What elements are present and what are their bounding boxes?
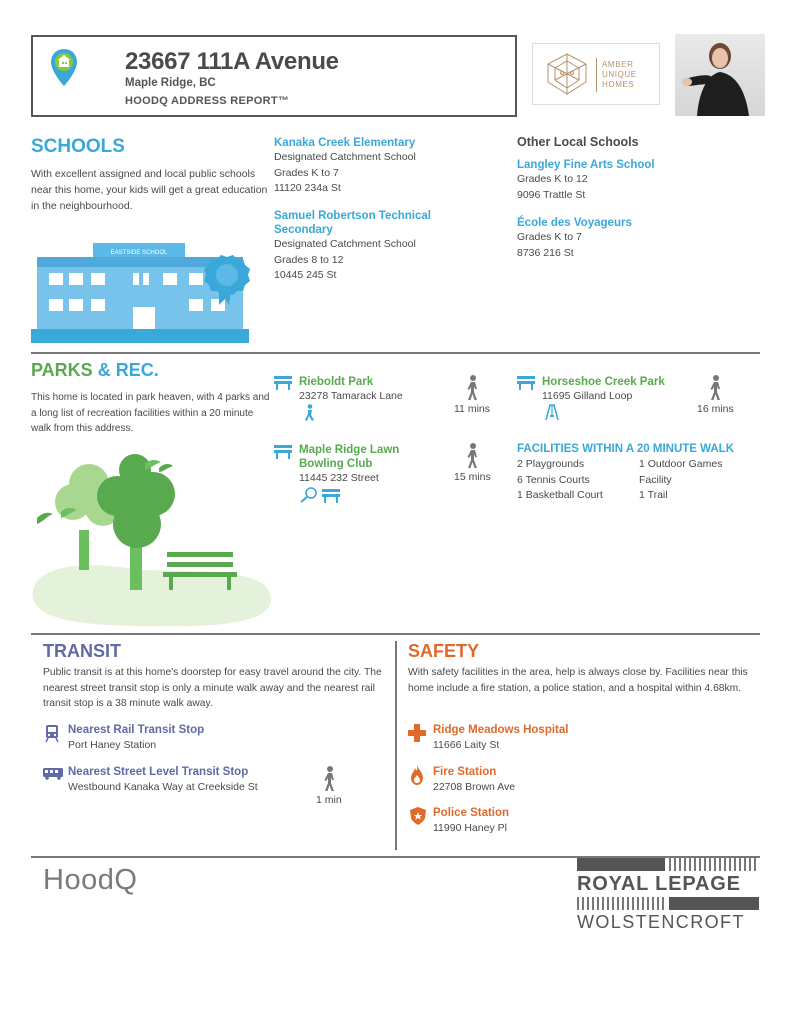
park-bench-icon bbox=[322, 489, 340, 503]
school-name[interactable]: Kanaka Creek Elementary bbox=[274, 137, 416, 149]
park-bench-icon bbox=[274, 376, 292, 390]
facility-item: Facility bbox=[639, 473, 672, 486]
location-pin-icon bbox=[50, 48, 78, 88]
agent-photo bbox=[675, 34, 765, 116]
school-grades: Grades 8 to 12 bbox=[274, 253, 344, 266]
school-building-label: EASTSIDE SCHOOL bbox=[110, 250, 168, 256]
school-entry-1 bbox=[274, 136, 416, 197]
walking-icon bbox=[465, 375, 481, 401]
rail-stop-value: Port Haney Station bbox=[68, 739, 157, 751]
lion-logo-icon bbox=[542, 52, 592, 96]
royal-lepage-logo: ROYAL LEPAGE bbox=[577, 873, 741, 895]
transit-intro: Public transit is at this home's doorstep for easy travel around the city. The nearest street transit stop is only a minute walk away and the nearest rail transit stop is a 38 minute walk away. bbox=[43, 667, 382, 709]
facility-item: 1 Outdoor Games bbox=[639, 458, 723, 470]
facility-item: 1 Basketball Court bbox=[517, 489, 603, 501]
street-stop-label[interactable]: Nearest Street Level Transit Stop bbox=[68, 766, 249, 778]
school-type: Designated Catchment School bbox=[274, 238, 416, 250]
walking-icon bbox=[322, 766, 338, 792]
column-divider bbox=[395, 641, 397, 850]
parks-heading-amp: & bbox=[97, 360, 111, 380]
park-bench-icon bbox=[274, 445, 292, 459]
safety-intro: With safety facilities in the area, help is always close by. Facilities near this home include a fire station, a police station, and a hospital within 4.68km. bbox=[408, 667, 748, 694]
school-address: 11120 234a St bbox=[274, 182, 341, 194]
brand-line-2: UNIQUE bbox=[602, 70, 637, 79]
report-title: HOODQ ADDRESS REPORT™ bbox=[125, 95, 290, 107]
other-school-entry-1 bbox=[517, 158, 655, 203]
transit-heading: TRANSIT bbox=[43, 641, 121, 661]
schools-intro: With excellent assigned and local public schools near this home, your kids will get a great education in the neighbourhood. bbox=[31, 168, 268, 212]
school-name[interactable]: École des Voyageurs bbox=[517, 217, 632, 229]
hospital-cross-icon bbox=[408, 724, 426, 742]
brand-divider bbox=[596, 58, 598, 92]
rail-stop-label[interactable]: Nearest Rail Transit Stop bbox=[68, 724, 205, 736]
royal-lepage-bars-lower bbox=[577, 897, 759, 911]
brand-line-3: HOMES bbox=[602, 80, 635, 89]
safety-heading: SAFETY bbox=[408, 641, 480, 661]
school-name-line2[interactable]: Secondary bbox=[274, 224, 333, 236]
school-grades: Grades K to 12 bbox=[517, 173, 588, 185]
school-type: Designated Catchment School bbox=[274, 151, 416, 163]
park-name-line2[interactable]: Bowling Club bbox=[299, 458, 373, 470]
safety-item-address: 11990 Haney Pl bbox=[433, 822, 507, 834]
school-grades: Grades K to 7 bbox=[517, 231, 582, 243]
park-address: 11695 Gilland Loop bbox=[542, 390, 633, 402]
school-name-line1[interactable]: Samuel Robertson Technical bbox=[274, 210, 431, 222]
royal-lepage-bars bbox=[577, 858, 759, 872]
parks-intro: This home is located in park heaven, with 4 parks and a long list of recreation facilities within a 20 minute walk from this address. bbox=[31, 392, 270, 434]
school-entry-2 bbox=[274, 209, 431, 284]
park-walk-time: 15 mins bbox=[454, 471, 491, 483]
facilities-col-2 bbox=[639, 457, 722, 504]
section-divider bbox=[31, 633, 760, 635]
park-bench-icon bbox=[517, 376, 535, 390]
park-illustration bbox=[31, 450, 273, 630]
address-title: 23667 111A Avenue bbox=[125, 48, 339, 75]
safety-item-address: 11666 Laity St bbox=[433, 739, 500, 751]
facility-item: 6 Tennis Courts bbox=[517, 473, 590, 486]
facility-item: 2 Playgrounds bbox=[517, 458, 585, 470]
other-school-entry-2 bbox=[517, 216, 632, 261]
safety-item-name[interactable]: Ridge Meadows Hospital bbox=[433, 724, 569, 736]
facilities-col-1 bbox=[517, 457, 603, 504]
safety-item-name[interactable]: Police Station bbox=[433, 807, 510, 819]
wolstencroft-logo: WOLSTENCROFT bbox=[577, 912, 745, 932]
tennis-icon bbox=[300, 487, 318, 503]
walking-icon bbox=[465, 443, 481, 469]
facility-item: 1 Trail bbox=[639, 489, 668, 501]
school-address: 9096 Trattle St bbox=[517, 188, 586, 201]
park-walk-time: 16 mins bbox=[697, 403, 734, 415]
section-divider bbox=[31, 352, 760, 354]
swing-icon bbox=[545, 404, 559, 420]
parks-heading-rec: REC. bbox=[115, 360, 159, 380]
school-building-illustration bbox=[31, 233, 271, 348]
parks-heading bbox=[31, 360, 159, 381]
parks-heading-parks: PARKS bbox=[31, 360, 93, 380]
park-name-line1[interactable]: Maple Ridge Lawn bbox=[299, 444, 400, 456]
park-name[interactable]: Horseshoe Creek Park bbox=[542, 376, 665, 388]
safety-item-address: 22708 Brown Ave bbox=[433, 781, 516, 793]
address-city: Maple Ridge, BC bbox=[125, 77, 216, 89]
school-name[interactable]: Langley Fine Arts School bbox=[517, 159, 655, 171]
facilities-heading: FACILITIES WITHIN A 20 MINUTE WALK bbox=[517, 443, 735, 455]
fire-icon bbox=[410, 765, 424, 785]
train-icon bbox=[45, 725, 59, 743]
park-address: 11445 232 Street bbox=[299, 472, 379, 484]
school-address: 10445 245 St bbox=[274, 269, 337, 281]
brand-text bbox=[602, 60, 637, 90]
school-address: 8736 216 St bbox=[517, 246, 574, 259]
park-name[interactable] bbox=[299, 443, 399, 471]
runner-icon bbox=[303, 404, 315, 422]
safety-item-name[interactable]: Fire Station bbox=[433, 766, 497, 778]
walking-icon bbox=[708, 375, 724, 401]
street-stop-walk-time: 1 min bbox=[316, 794, 342, 806]
bus-icon bbox=[43, 768, 63, 780]
park-walk-time: 11 mins bbox=[454, 403, 490, 415]
school-grades: Grades K to 7 bbox=[274, 166, 339, 179]
brand-line-1: AMBER bbox=[602, 60, 634, 69]
police-badge-icon bbox=[410, 807, 426, 825]
other-schools-heading: Other Local Schools bbox=[517, 135, 639, 149]
street-stop-value: Westbound Kanaka Way at Creekside St bbox=[68, 781, 258, 793]
hoodq-logo: HoodQ bbox=[43, 864, 138, 896]
park-address: 23278 Tamarack Lane bbox=[299, 390, 403, 402]
schools-heading: SCHOOLS bbox=[31, 136, 125, 157]
park-name[interactable]: Rieboldt Park bbox=[299, 376, 374, 388]
